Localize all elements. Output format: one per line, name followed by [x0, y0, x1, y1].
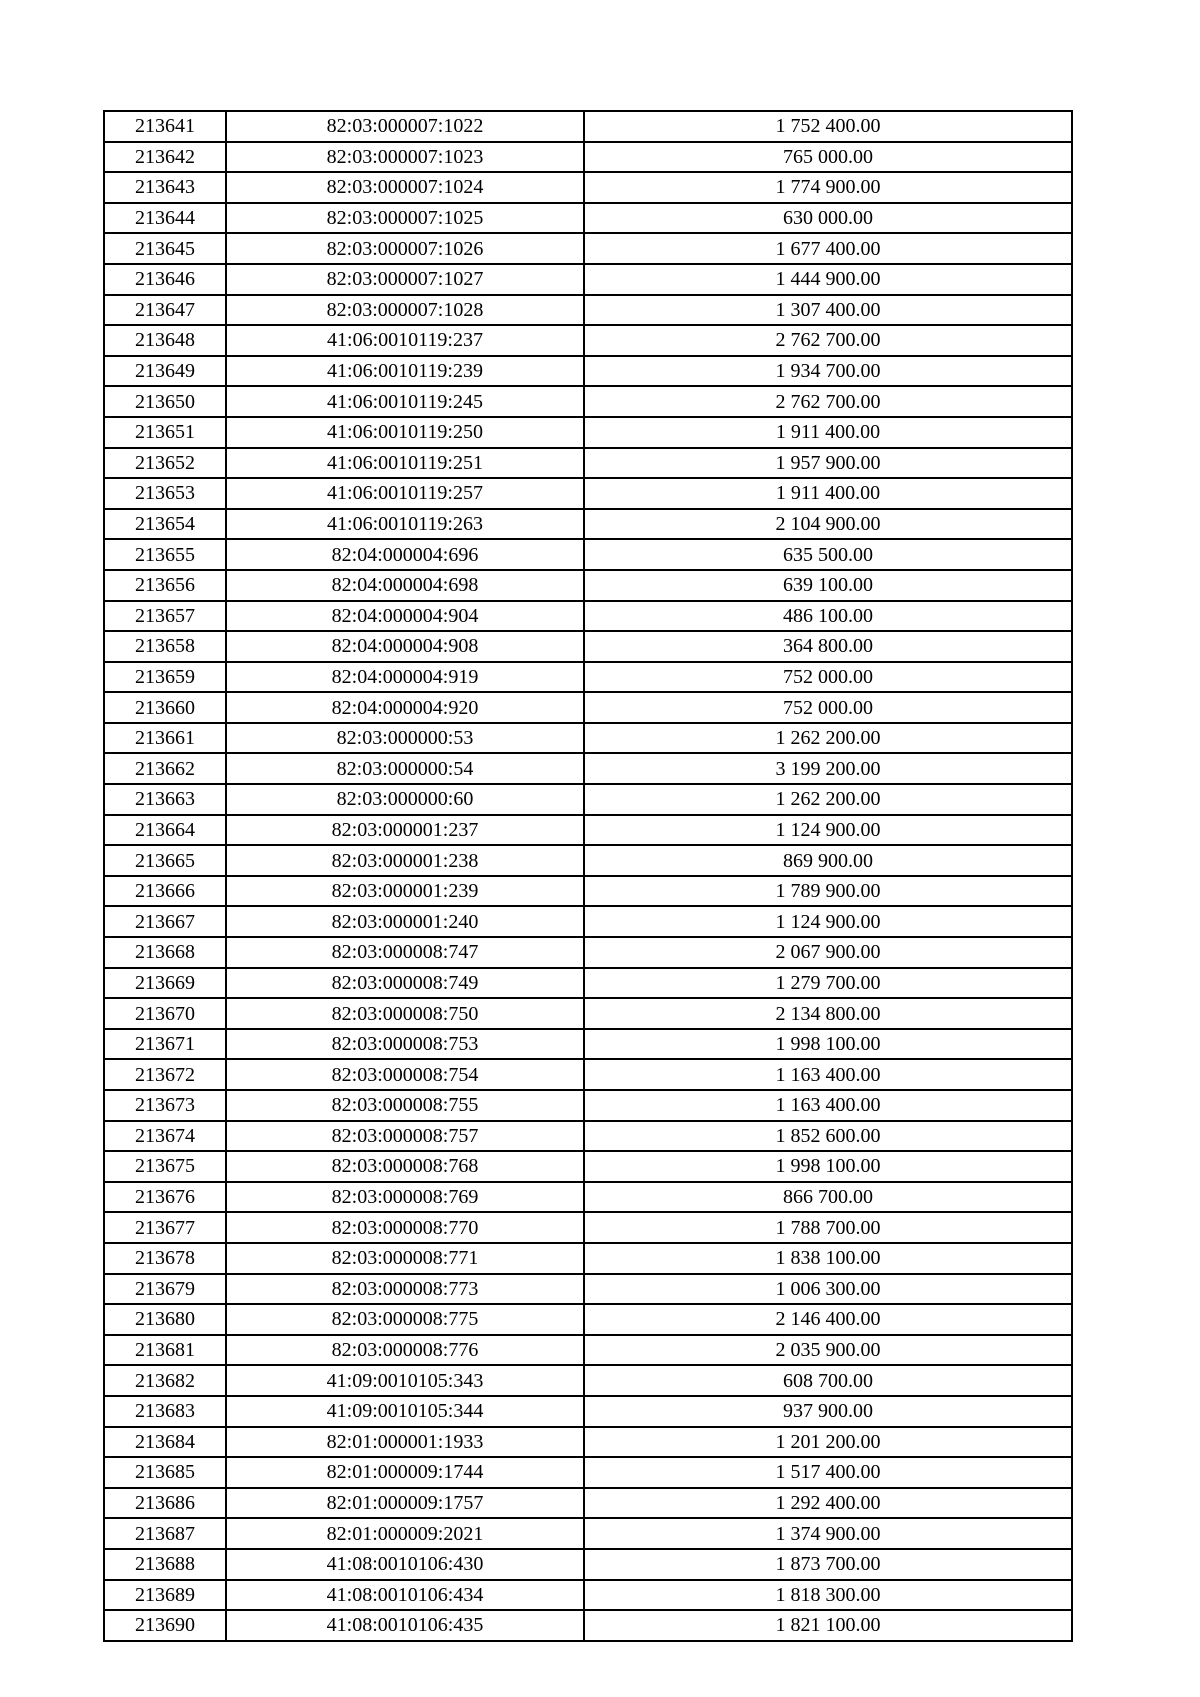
table-row	[104, 325, 1072, 356]
cadastral-number-cell: 82:01:000009:1757	[226, 1488, 584, 1519]
cadastral-number-cell: 82:03:000008:768	[226, 1151, 584, 1182]
cadastral-number-cell: 82:03:000007:1024	[226, 172, 584, 203]
cadastral-number-cell: 82:03:000008:757	[226, 1121, 584, 1152]
value-cell: 2 067 900.00	[584, 937, 1072, 968]
cadastral-number-cell: 82:03:000008:755	[226, 1090, 584, 1121]
table-row	[104, 723, 1072, 754]
cadastral-number-cell: 82:03:000008:770	[226, 1212, 584, 1243]
row-number-cell: 213672	[104, 1059, 226, 1090]
cadastral-number-cell: 41:09:0010105:343	[226, 1365, 584, 1396]
table-row	[104, 1274, 1072, 1305]
cadastral-number-cell: 82:03:000008:775	[226, 1304, 584, 1335]
table-row	[104, 1029, 1072, 1060]
cadastral-number-cell: 82:01:000009:2021	[226, 1518, 584, 1549]
table-row	[104, 1488, 1072, 1519]
row-number-cell: 213644	[104, 203, 226, 234]
cadastral-number-cell: 41:09:0010105:344	[226, 1396, 584, 1427]
table-row	[104, 417, 1072, 448]
row-number-cell: 213669	[104, 968, 226, 999]
value-cell: 2 762 700.00	[584, 325, 1072, 356]
table-row	[104, 203, 1072, 234]
value-cell: 1 852 600.00	[584, 1121, 1072, 1152]
table-row	[104, 753, 1072, 784]
table-row	[104, 1304, 1072, 1335]
table-row	[104, 1090, 1072, 1121]
value-cell: 1 957 900.00	[584, 448, 1072, 479]
row-number-cell: 213653	[104, 478, 226, 509]
table-row	[104, 356, 1072, 387]
table-row	[104, 692, 1072, 723]
cadastral-number-cell: 82:04:000004:904	[226, 601, 584, 632]
row-number-cell: 213641	[104, 111, 226, 142]
value-cell: 1 873 700.00	[584, 1549, 1072, 1580]
cadastral-number-cell: 82:03:000008:749	[226, 968, 584, 999]
cadastral-number-cell: 82:01:000009:1744	[226, 1457, 584, 1488]
cadastral-number-cell: 82:04:000004:698	[226, 570, 584, 601]
cadastral-number-cell: 82:03:000007:1026	[226, 233, 584, 264]
row-number-cell: 213678	[104, 1243, 226, 1274]
cadastral-number-cell: 82:03:000000:53	[226, 723, 584, 754]
cadastral-number-cell: 82:03:000008:771	[226, 1243, 584, 1274]
row-number-cell: 213656	[104, 570, 226, 601]
row-number-cell: 213663	[104, 784, 226, 815]
cadastral-number-cell: 41:08:0010106:430	[226, 1549, 584, 1580]
row-number-cell: 213643	[104, 172, 226, 203]
row-number-cell: 213671	[104, 1029, 226, 1060]
row-number-cell: 213650	[104, 386, 226, 417]
row-number-cell: 213645	[104, 233, 226, 264]
value-cell: 1 911 400.00	[584, 478, 1072, 509]
table-row	[104, 1365, 1072, 1396]
cadastral-number-cell: 82:03:000007:1022	[226, 111, 584, 142]
value-cell: 1 163 400.00	[584, 1059, 1072, 1090]
table-row	[104, 998, 1072, 1029]
value-cell: 1 006 300.00	[584, 1274, 1072, 1305]
row-number-cell: 213659	[104, 662, 226, 693]
value-cell: 1 788 700.00	[584, 1212, 1072, 1243]
value-cell: 1 517 400.00	[584, 1457, 1072, 1488]
row-number-cell: 213655	[104, 539, 226, 570]
value-cell: 1 789 900.00	[584, 876, 1072, 907]
value-cell: 1 163 400.00	[584, 1090, 1072, 1121]
cadastral-number-cell: 82:03:000008:769	[226, 1182, 584, 1213]
table-row	[104, 509, 1072, 540]
row-number-cell: 213642	[104, 142, 226, 173]
row-number-cell: 213657	[104, 601, 226, 632]
table-row	[104, 570, 1072, 601]
cadastral-number-cell: 82:03:000000:54	[226, 753, 584, 784]
value-cell: 2 146 400.00	[584, 1304, 1072, 1335]
table-row	[104, 1151, 1072, 1182]
table-row	[104, 264, 1072, 295]
row-number-cell: 213661	[104, 723, 226, 754]
cadastral-number-cell: 82:04:000004:919	[226, 662, 584, 693]
row-number-cell: 213688	[104, 1549, 226, 1580]
table-row	[104, 784, 1072, 815]
cadastral-number-cell: 41:06:0010119:257	[226, 478, 584, 509]
cadastral-number-cell: 41:06:0010119:245	[226, 386, 584, 417]
cadastral-number-cell: 82:03:000008:750	[226, 998, 584, 1029]
value-cell: 1 998 100.00	[584, 1029, 1072, 1060]
cadastral-number-cell: 41:06:0010119:250	[226, 417, 584, 448]
cadastral-number-cell: 82:04:000004:908	[226, 631, 584, 662]
value-cell: 1 838 100.00	[584, 1243, 1072, 1274]
table-row	[104, 142, 1072, 173]
cadastral-number-cell: 82:03:000001:238	[226, 845, 584, 876]
row-number-cell: 213648	[104, 325, 226, 356]
table-row	[104, 1518, 1072, 1549]
value-cell: 1 279 700.00	[584, 968, 1072, 999]
table-row	[104, 1396, 1072, 1427]
table-row	[104, 906, 1072, 937]
cadastral-number-cell: 41:08:0010106:434	[226, 1580, 584, 1611]
table-row	[104, 1335, 1072, 1366]
table-row	[104, 815, 1072, 846]
row-number-cell: 213660	[104, 692, 226, 723]
value-cell: 1 774 900.00	[584, 172, 1072, 203]
table-row	[104, 631, 1072, 662]
value-cell: 486 100.00	[584, 601, 1072, 632]
table-row	[104, 386, 1072, 417]
table-body	[104, 111, 1072, 1641]
value-cell: 869 900.00	[584, 845, 1072, 876]
row-number-cell: 213646	[104, 264, 226, 295]
row-number-cell: 213680	[104, 1304, 226, 1335]
value-cell: 1 201 200.00	[584, 1427, 1072, 1458]
cadastral-number-cell: 82:03:000008:776	[226, 1335, 584, 1366]
cadastral-value-table	[103, 110, 1073, 1642]
cadastral-number-cell: 82:03:000000:60	[226, 784, 584, 815]
cadastral-number-cell: 82:03:000007:1023	[226, 142, 584, 173]
row-number-cell: 213662	[104, 753, 226, 784]
table-row	[104, 601, 1072, 632]
cadastral-number-cell: 82:03:000001:240	[226, 906, 584, 937]
table-row	[104, 1059, 1072, 1090]
row-number-cell: 213686	[104, 1488, 226, 1519]
value-cell: 1 262 200.00	[584, 784, 1072, 815]
value-cell: 1 124 900.00	[584, 815, 1072, 846]
cadastral-number-cell: 82:03:000008:747	[226, 937, 584, 968]
table-row	[104, 111, 1072, 142]
row-number-cell: 213665	[104, 845, 226, 876]
table-row	[104, 1243, 1072, 1274]
row-number-cell: 213654	[104, 509, 226, 540]
cadastral-number-cell: 82:03:000008:773	[226, 1274, 584, 1305]
cadastral-number-cell: 41:06:0010119:263	[226, 509, 584, 540]
value-cell: 2 762 700.00	[584, 386, 1072, 417]
cadastral-number-cell: 41:06:0010119:239	[226, 356, 584, 387]
value-cell: 2 104 900.00	[584, 509, 1072, 540]
table-row	[104, 1121, 1072, 1152]
row-number-cell: 213676	[104, 1182, 226, 1213]
table-row	[104, 937, 1072, 968]
row-number-cell: 213658	[104, 631, 226, 662]
row-number-cell: 213673	[104, 1090, 226, 1121]
row-number-cell: 213687	[104, 1518, 226, 1549]
cadastral-number-cell: 82:03:000008:753	[226, 1029, 584, 1060]
value-cell: 1 934 700.00	[584, 356, 1072, 387]
cadastral-number-cell: 82:01:000001:1933	[226, 1427, 584, 1458]
table-row	[104, 1580, 1072, 1611]
cadastral-number-cell: 41:06:0010119:251	[226, 448, 584, 479]
value-cell: 630 000.00	[584, 203, 1072, 234]
value-cell: 1 998 100.00	[584, 1151, 1072, 1182]
value-cell: 1 911 400.00	[584, 417, 1072, 448]
table-row	[104, 295, 1072, 326]
cadastral-number-cell: 82:03:000007:1025	[226, 203, 584, 234]
cadastral-number-cell: 82:04:000004:920	[226, 692, 584, 723]
row-number-cell: 213681	[104, 1335, 226, 1366]
table-row	[104, 662, 1072, 693]
row-number-cell: 213683	[104, 1396, 226, 1427]
row-number-cell: 213668	[104, 937, 226, 968]
value-cell: 1 677 400.00	[584, 233, 1072, 264]
value-cell: 635 500.00	[584, 539, 1072, 570]
row-number-cell: 213667	[104, 906, 226, 937]
row-number-cell: 213664	[104, 815, 226, 846]
table-row	[104, 1212, 1072, 1243]
value-cell: 752 000.00	[584, 692, 1072, 723]
table-row	[104, 539, 1072, 570]
cadastral-number-cell: 82:03:000007:1027	[226, 264, 584, 295]
table-row	[104, 1427, 1072, 1458]
row-number-cell: 213651	[104, 417, 226, 448]
value-cell: 364 800.00	[584, 631, 1072, 662]
cadastral-number-cell: 82:03:000001:239	[226, 876, 584, 907]
table-row	[104, 1182, 1072, 1213]
cadastral-number-cell: 82:04:000004:696	[226, 539, 584, 570]
table-row	[104, 448, 1072, 479]
row-number-cell: 213690	[104, 1610, 226, 1641]
value-cell: 1 307 400.00	[584, 295, 1072, 326]
value-cell: 752 000.00	[584, 662, 1072, 693]
table-row	[104, 1549, 1072, 1580]
value-cell: 1 444 900.00	[584, 264, 1072, 295]
value-cell: 1 374 900.00	[584, 1518, 1072, 1549]
row-number-cell: 213685	[104, 1457, 226, 1488]
row-number-cell: 213682	[104, 1365, 226, 1396]
value-cell: 608 700.00	[584, 1365, 1072, 1396]
row-number-cell: 213674	[104, 1121, 226, 1152]
cadastral-number-cell: 82:03:000007:1028	[226, 295, 584, 326]
row-number-cell: 213689	[104, 1580, 226, 1611]
value-cell: 1 752 400.00	[584, 111, 1072, 142]
value-cell: 2 035 900.00	[584, 1335, 1072, 1366]
table-row	[104, 233, 1072, 264]
value-cell: 1 124 900.00	[584, 906, 1072, 937]
value-cell: 639 100.00	[584, 570, 1072, 601]
table-row	[104, 478, 1072, 509]
table-row	[104, 845, 1072, 876]
value-cell: 1 262 200.00	[584, 723, 1072, 754]
table-row	[104, 1610, 1072, 1641]
value-cell: 866 700.00	[584, 1182, 1072, 1213]
cadastral-number-cell: 82:03:000001:237	[226, 815, 584, 846]
table-row	[104, 1457, 1072, 1488]
value-cell: 3 199 200.00	[584, 753, 1072, 784]
value-cell: 765 000.00	[584, 142, 1072, 173]
row-number-cell: 213647	[104, 295, 226, 326]
table-row	[104, 968, 1072, 999]
row-number-cell: 213677	[104, 1212, 226, 1243]
row-number-cell: 213670	[104, 998, 226, 1029]
row-number-cell: 213675	[104, 1151, 226, 1182]
value-cell: 937 900.00	[584, 1396, 1072, 1427]
table-row	[104, 172, 1072, 203]
table-row	[104, 876, 1072, 907]
value-cell: 1 818 300.00	[584, 1580, 1072, 1611]
value-cell: 1 821 100.00	[584, 1610, 1072, 1641]
row-number-cell: 213652	[104, 448, 226, 479]
value-cell: 1 292 400.00	[584, 1488, 1072, 1519]
cadastral-number-cell: 82:03:000008:754	[226, 1059, 584, 1090]
cadastral-number-cell: 41:06:0010119:237	[226, 325, 584, 356]
row-number-cell: 213666	[104, 876, 226, 907]
cadastral-number-cell: 41:08:0010106:435	[226, 1610, 584, 1641]
row-number-cell: 213649	[104, 356, 226, 387]
row-number-cell: 213684	[104, 1427, 226, 1458]
row-number-cell: 213679	[104, 1274, 226, 1305]
value-cell: 2 134 800.00	[584, 998, 1072, 1029]
